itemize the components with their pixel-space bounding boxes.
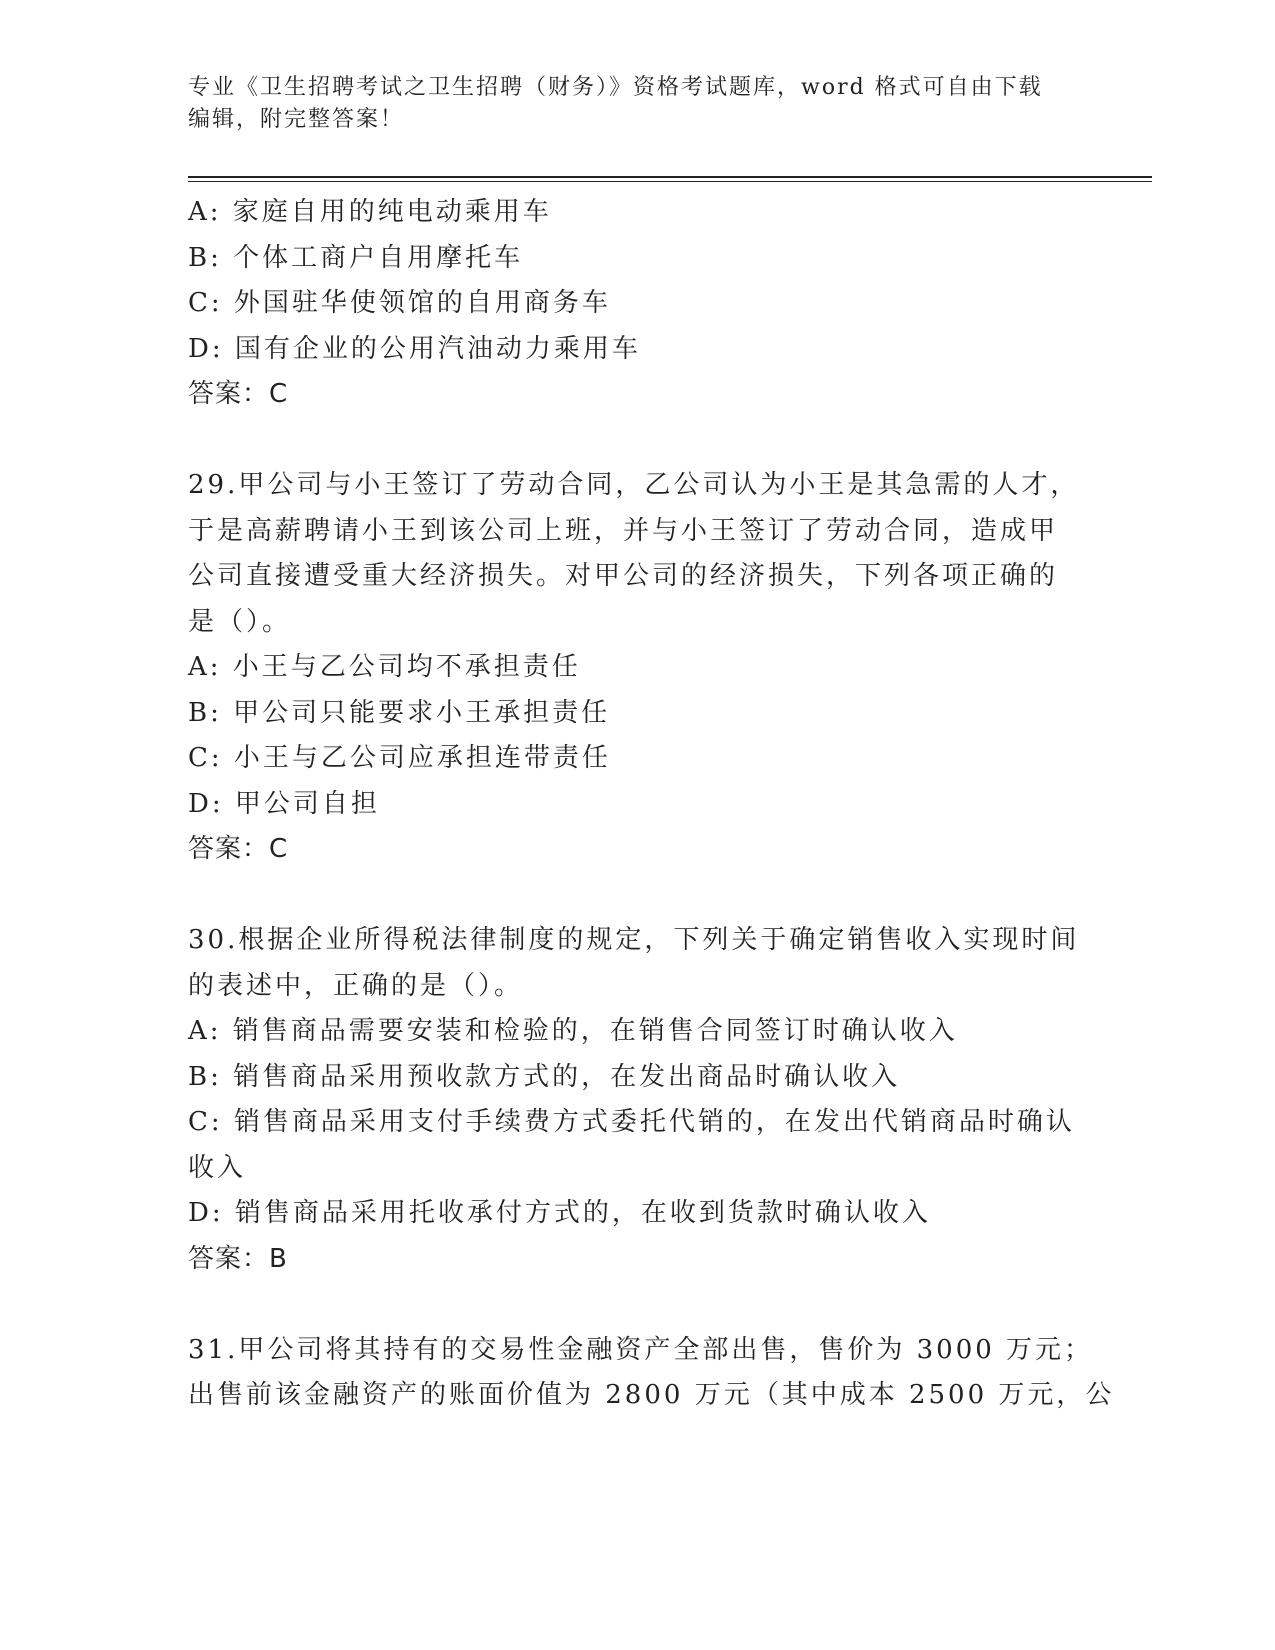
header-rule-thin: [188, 181, 1152, 182]
option-b: B: 销售商品采用预收款方式的，在发出商品时确认收入: [188, 1061, 901, 1092]
answer: 答案：C: [188, 834, 289, 864]
question-28: [188, 190, 1088, 418]
question-stem-line: 31.甲公司将其持有的交易性金融资产全部出售，售价为 3000 万元；: [188, 1334, 1094, 1365]
option-c: C: 销售商品采用支付手续费方式委托代销的，在发出代销商品时确认: [188, 1107, 1075, 1137]
option-b: B: 甲公司只能要求小王承担责任: [188, 697, 611, 728]
option-c-continued: 收入: [188, 1152, 247, 1183]
header-line-1: 专业《卫生招聘考试之卫生招聘（财务）》资格考试题库，word 格式可自由下载: [188, 75, 1043, 100]
question-stem-line: 公司直接遭受重大经济损失。对甲公司的经济损失，下列各项正确的: [188, 561, 1059, 591]
spacer: [188, 1282, 1088, 1328]
question-stem-line: 出售前该金融资产的账面价值为 2800 万元（其中成本 2500 万元，公: [188, 1380, 1115, 1410]
answer: 答案：C: [188, 379, 289, 409]
option-a: A: 销售商品需要安装和检验的，在销售合同签订时确认收入: [188, 1016, 958, 1046]
question-content: [188, 190, 1115, 1419]
question-30: [188, 918, 1088, 1282]
spacer: [188, 873, 1088, 919]
question-31: [188, 1328, 1115, 1419]
question-stem-line: 29.甲公司与小王签订了劳动合同，乙公司认为小王是其急需的人才，: [188, 470, 1080, 500]
spacer: [188, 418, 1088, 464]
header-line-2: 编辑，附完整答案！: [188, 107, 405, 132]
question-stem-line: 于是高薪聘请小王到该公司上班，并与小王签订了劳动合同，造成甲: [188, 515, 1059, 546]
header-rule-thick: [188, 176, 1152, 178]
option-c: C: 外国驻华使领馆的自用商务车: [188, 288, 611, 318]
question-stem-line: 的表述中，正确的是（）。: [188, 970, 524, 1001]
option-d: D: 甲公司自担: [188, 788, 380, 819]
question-29: [188, 463, 1088, 873]
option-b: B: 个体工商户自用摩托车: [188, 242, 524, 273]
option-a: A: 家庭自用的纯电动乘用车: [188, 197, 552, 227]
document-header: [188, 72, 1068, 136]
option-d: D: 销售商品采用托收承付方式的，在收到货款时确认收入: [188, 1198, 931, 1228]
question-stem-line: 是（）。: [188, 606, 292, 637]
answer: 答案：B: [188, 1243, 288, 1274]
option-c: C: 小王与乙公司应承担连带责任: [188, 743, 611, 773]
question-stem-line: 30.根据企业所得税法律制度的规定，下列关于确定销售收入实现时间: [188, 925, 1080, 955]
option-d: D: 国有企业的公用汽油动力乘用车: [188, 333, 641, 364]
option-a: A: 小王与乙公司均不承担责任: [188, 652, 581, 682]
